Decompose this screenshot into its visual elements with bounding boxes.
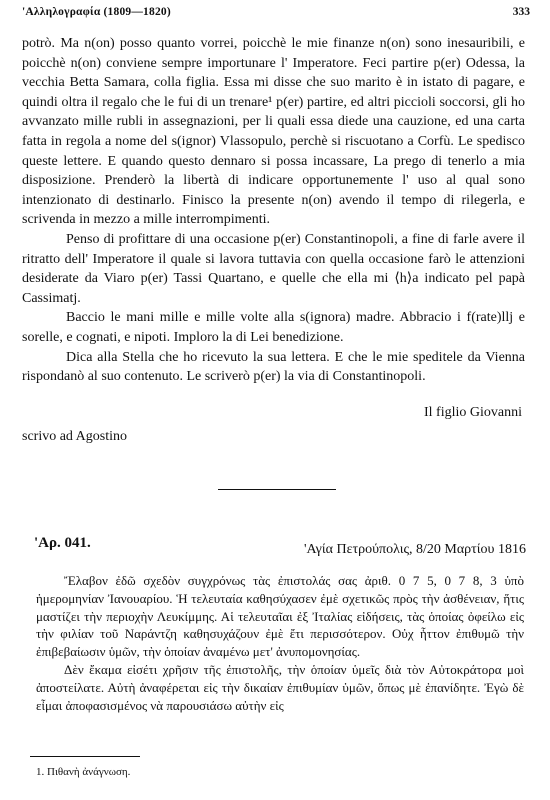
greek-letter-body [36,572,524,714]
letter-number: 'Αρ. 041. [34,535,91,551]
italian-letter-body [22,34,525,387]
footnote: 1. Πιθανὴ ἀνάγνωση. [36,766,131,778]
page-number: 333 [512,6,530,18]
running-header [22,6,530,22]
letter-postscript: scrivo ad Agostino [22,429,127,444]
letter-signature: Il figlio Giovanni [424,405,522,420]
paragraph: Dica alla Stella che ho ricevuto la sua lettera. E che le mie speditele da Vienna rispondanò al suo contenuto. Le scriverò p(er) la via di Constantinopoli. [22,349,525,385]
running-title: 'Αλληλογραφία (1809—1820) [22,6,171,18]
footnote-rule [30,756,140,757]
paragraph: Penso di profittare di una occasione p(er) Constantinopoli, a fine di farle avere il ritratto dell' Imperatore il quale si lavora tuttavia con quella occasione farò le attenzioni desiderate da Viaro p(er) Tassi Quartano, e quelle che ella mi ⟨h⟩a indicato pel papà Cassimatj. [22,231,525,306]
paragraph: Δὲν ἔκαμα εἰσέτι χρῆσιν τῆς ἐπιστολῆς, τὴν ὁποίαν ὑμεῖς διὰ τὸν Αὐτοκράτορα μοὶ ἀποστείλατε. Αὐτὴ ἀναφέρεται εἰς τὴν δικαίαν ἐπιθυμίαν ὑμῶν, ὅπως μὲ ἐπανίδητε. Ἐγὼ δὲ εἶμαι ἀποφασισμένος νὰ παρουσιάσω αὐτὴν εἰς [36,661,524,713]
paragraph: Ἔλαβον ἐδῶ σχεδὸν συγχρόνως τὰς ἐπιστολάς σας ἀριθ. 0 7 5, 0 7 8, 3 ὑπὸ ἡμερομηνίαν Ἰανουαρίου. Ἡ τελευταία καθησύχασεν ἐμὲ σχετικῶς πρὸς τὴν ἀσθένειαν, ἥτις μαστίζει τὴν περιοχὴν Λευκίμμης. Αἱ τελευταῖαι ἐξ Ἰταλίας εἰδήσεις, τὰς ὁποίας ὀφείλω εἰς τὴν φιλίαν τοῦ Ναράντζη καθησυχάζουν ἐμὲ ἔτι περισσότερον. Οὐχ ἧττον ἐπιθυμῶ τὴν ἐπιβεβαίωσιν ὑμῶν, τὴν ὁποίαν ἀναμένω μετ' ἀνυπομονησίας. [36,573,524,660]
paragraph: Baccio le mani mille e mille volte alla s(ignora) madre. Abbracio i f(rate)llj e sorelle, e cognati, e nipoti. Imploro la di Lei benedizione. [22,310,525,345]
paragraph: potrò. Ma n(on) posso quanto vorrei, poicchè le mie finanze n(on) sono inesauribili, e poicchè n(on) conviene sempre importunare l' Imperatore. Feci partire p(er) Odessa, la vecchia Betta Samara, colla figlia. Essa mi disse che suo marito è in istato di pagare, e quindi oltra il regalo che le fui di un trenare¹ p(er) partire, ed altri piccioli soccorsi, gli ho avvanzato mille rubli in assegnazioni, per li quali essa diede una cauzione, ed una carta fatta in regola a nome del s(ignor) Vlassopulo, perchè si riscuotano a Corfù. Le spedisco queste lettere. E quando questo dennaro si possa incassare, La prego di tenerlo a mia disposizione. Prenderò la libertà di indicare opportunemente l' uso al qual sono intenzionato di destinarlo. Finisco la presente n(on) avendo il tempo di rilegerla, e scrivenda in mezzo a mille interrompimenti. [22,36,525,228]
section-divider [218,489,336,490]
letter-place-date: 'Αγία Πετρούπολις, 8/20 Μαρτίου 1816 [304,542,526,557]
